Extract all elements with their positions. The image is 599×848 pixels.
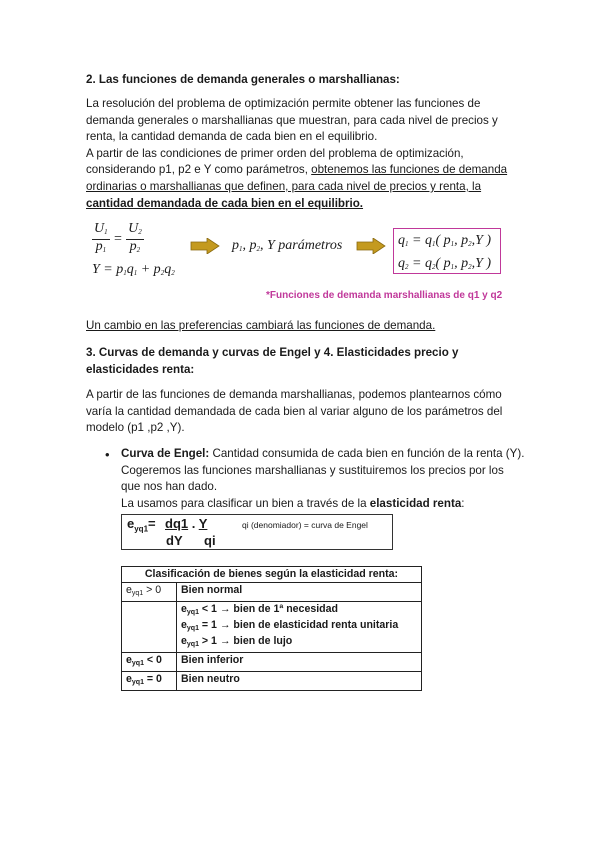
bullet-label: Curva de Engel:	[121, 447, 210, 460]
right-arrow-icon	[356, 238, 386, 254]
table-cell-sublist: $e_{yq1} < 1$ → bien de 1ª necesidad $e_{yq1} = 1$ → bien de elasticidad renta unitaria $e_{yq1} > 1$ → bien de lujo	[177, 602, 422, 653]
text-line: Cogeremos las funciones marshallianas y sustituiremos los precios por los	[121, 463, 504, 477]
table-row	[122, 653, 422, 672]
preferences-note: Un cambio en las preferencias cambiará las funciones de demanda.	[86, 319, 436, 332]
table-cell-label: Bien neutro	[177, 672, 422, 691]
text-line: demanda generales o marshallianas que muestran, para cada nivel de precios y	[86, 113, 498, 127]
section2-heading: 2. Las funciones de demanda generales o marshallianas:	[86, 73, 400, 86]
parameters-text: $p_1$, $p_2$, Y parámetros	[232, 238, 343, 253]
underlined-line: ordinarias o marshallianas que definen, para cada nivel de precios y renta, la	[86, 179, 482, 193]
text-line	[86, 162, 526, 179]
text-span: Cantidad consumida de cada bien en función de la renta (Y).	[209, 447, 525, 460]
elasticity-denominator-qi: qi	[204, 533, 216, 548]
text-span: considerando p1, p2 e Y como parámetros,	[86, 163, 312, 177]
table-row	[122, 583, 422, 602]
table-cell-label: Bien inferior	[177, 653, 422, 672]
right-arrow-icon	[190, 238, 220, 254]
table-cell-condition	[122, 602, 177, 653]
table-title: Clasificación de bienes según la elasticidad renta:	[122, 567, 422, 583]
underlined-bold-line: cantidad demandada de cada bien en el equilibrio.	[86, 196, 364, 210]
formula-caption: *Funciones de demanda marshallianas de q1 y q2	[266, 290, 503, 301]
text-span: La usamos para clasificar un bien a través de la	[121, 496, 370, 510]
table-cell-label: Bien normal	[177, 583, 422, 602]
text-line: varía la cantidad demandada de cada bien al variar alguno de los parámetros del	[86, 404, 503, 418]
text-line: La resolución del problema de optimización permite obtener las funciones de	[86, 97, 481, 110]
budget-constraint: $Y = p_1q_1 + p_2q_2$	[92, 262, 175, 277]
mrs-formula: $\frac{U_1}{p_1}$ = $\frac{U_2}{p_2}$	[92, 222, 144, 257]
table-row	[122, 602, 422, 653]
classification-table	[121, 566, 422, 691]
table-header-row	[122, 567, 422, 583]
elasticity-note: qi (denomiador) = curva de Engel	[242, 520, 368, 530]
fraction-u2-p2: $\frac{U_2}{p_2}$	[128, 221, 142, 254]
text-line: A partir de las condiciones de primer orden del problema de optimización,	[86, 146, 464, 160]
text-line: renta, la cantidad demanda de cada bien en el equilibrio.	[86, 130, 378, 144]
section2-paragraph	[86, 96, 526, 212]
elasticity-denominator-dY: dY	[166, 533, 183, 548]
section3-heading: 3. Curvas de demanda y curvas de Engel y 4. Elasticidades precio y elasticidades renta:	[86, 346, 459, 376]
demand-q2: $q_2 = q_2$( $p_1$, $p_2,Y$ )	[398, 256, 492, 271]
section3-paragraph	[86, 387, 536, 437]
bold-text: elasticidad renta	[369, 496, 462, 510]
table-cell-condition: $e_{yq1} = 0$	[122, 672, 177, 691]
fraction-u1-p1: $\frac{U_1}{p_1}$	[94, 221, 108, 254]
engel-bullet: Curva de Engel: Cantidad consumida de cada bien en función de la renta (Y). Cogeremos las funciones marshallianas y sustituiremos los precios por los que nos han dado. La usamos para clasificar un bien a través de la elasticidad renta:	[121, 446, 531, 512]
demand-functions	[398, 231, 491, 277]
table-cell-condition: $e_{yq1} > 0$	[122, 583, 177, 602]
text-line: modelo (p1 ,p2 ,Y).	[86, 421, 185, 435]
elasticity-lhs: $e_{yq1}=$	[127, 516, 156, 534]
table-row	[122, 672, 422, 691]
elasticity-numerator: dq1 . Y	[165, 516, 208, 531]
bullet-dot: •	[105, 447, 110, 462]
table-cell-condition: $e_{yq1} < 0$	[122, 653, 177, 672]
text-line: que nos han dado.	[121, 480, 218, 494]
demand-q1: $q_1 = q_1$( $p_1$, $p_2,Y$ )	[398, 233, 492, 248]
text-line: A partir de las funciones de demanda marshallianas, podemos plantearnos cómo	[86, 388, 502, 401]
underlined-text: obtenemos las funciones de demanda	[311, 163, 508, 177]
